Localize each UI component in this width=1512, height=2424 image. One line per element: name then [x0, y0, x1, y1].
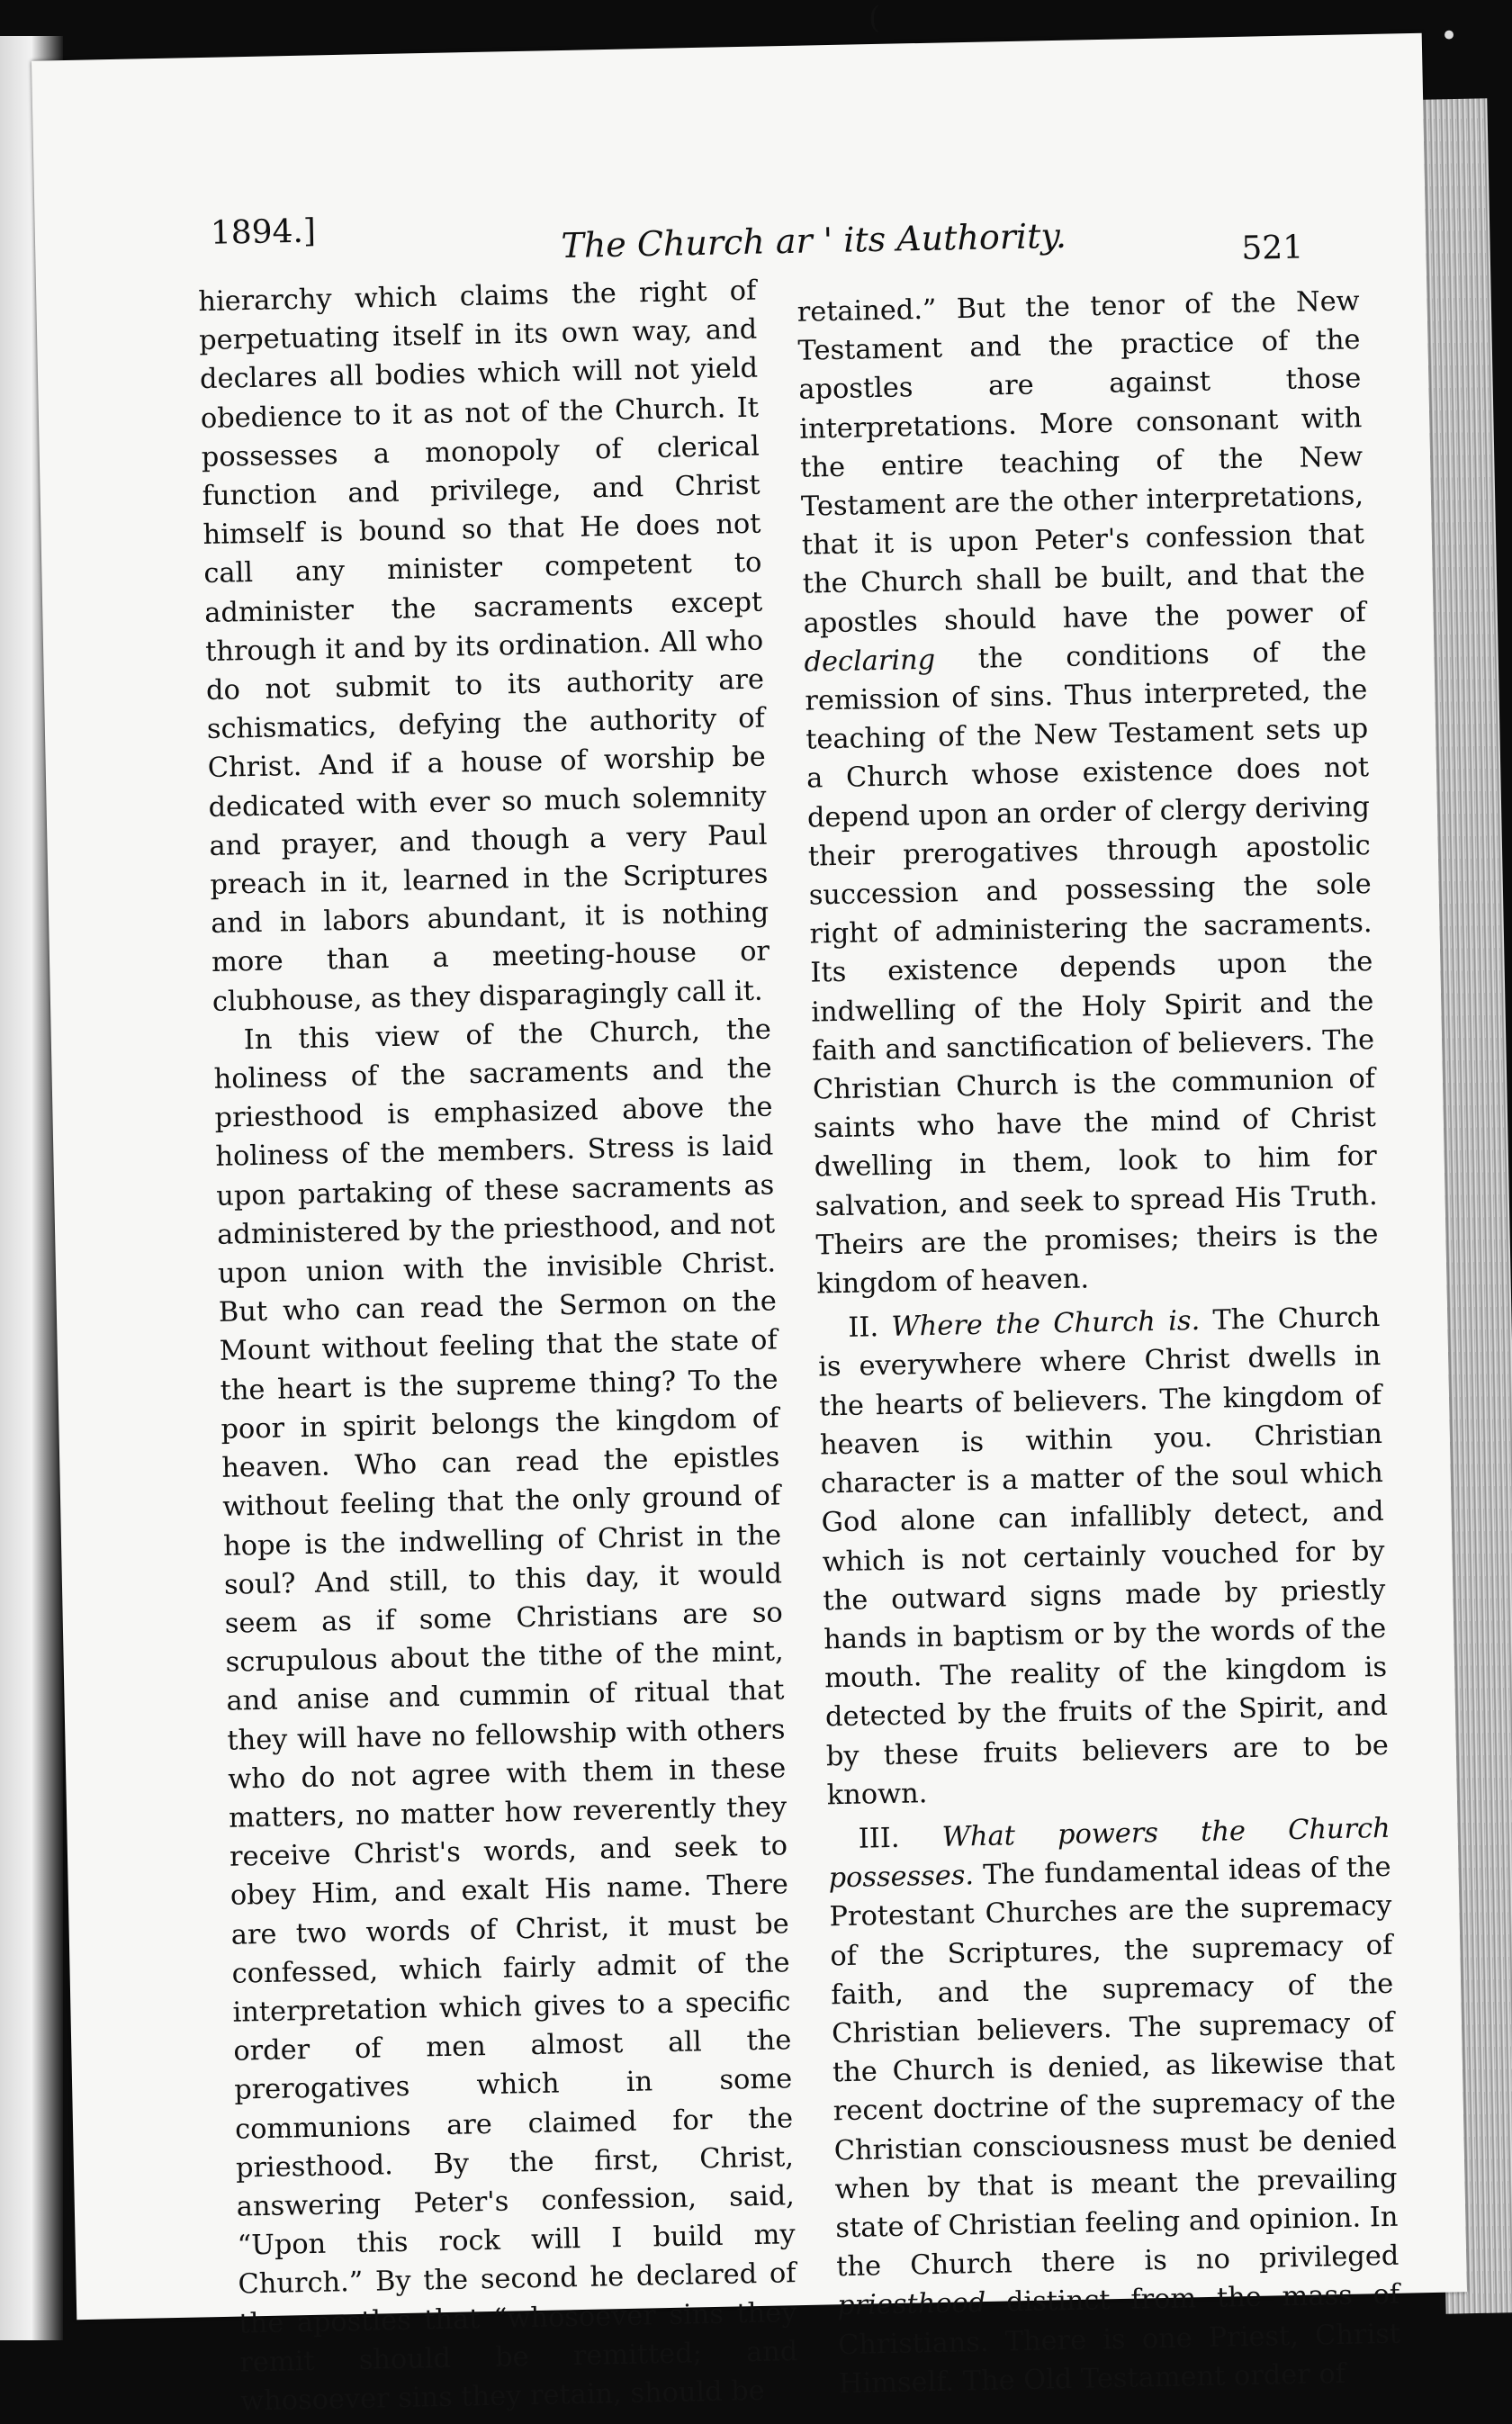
paragraph: In this view of the Church, the holiness of the sacraments and the priesthood is emphasized above the holiness of the members. Stress is laid upon partaking of these sacraments as administered by the priesthood, and not upon union with the invisible Christ. But who can read the Sermon on the Mount without feeling that the state of the heart is the supreme thing? To the poor in spirit belongs the kingdom of heaven. Who can read the epistles without feeling that the only ground of hope is the indwelling of Christ in the soul? And still, to this day, it would seem as if some Christians are so scrupulous about the tithe of the mint, and anise and cummin of ritual that they will have no fellowship with others who do not agree with them in these matters, no matter how reverently they receive Christ's words, and seek to obey Him, and exalt His name. There are two words of Christ, it must be confessed, which fairly admit of the interpretation which gives to a specific order of men almost all the prerogatives which in some communions are claimed for the priesthood. By the first, Christ, answering Peter's confession, said, “Upon this rock will I build my Church.” By the second he declared of the apostles that “whosoever sins they remit should be remitted; and whosoever sins they retain, should be	[213, 1014, 798, 2418]
section-paragraph	[827, 1809, 1401, 2403]
right-column	[796, 282, 1401, 2403]
paragraph: hierarchy which claims the right of perpetuating itself in its own way, and declares all bodies which will not yield obedience to it as not of the Church. It possesses a monopoly of clerical function and privilege, and Christ himself is bound so that He does not call any minister competent to administer the sacraments except through it and by its ordination. All who do not submit to its authority are schismatics, defying the authority of Christ. And if a house of worship be dedicated with ever so much solemnity and prayer, and though a very Paul preach in it, learned in the Scriptures and in labors abundant, it is nothing more than a meeting-house or clubhouse, as they disparagingly call it.	[198, 275, 770, 1018]
page-number: 521	[1241, 229, 1304, 267]
text-run: retained.” But the tenor of the New Testament and the practice of the apostles are against those interpretations. More consonant with the entire teaching of the New Testament are the other interpretations, that it is upon Peter's confession that the Church shall be built, and that the apostles should have the power of	[796, 285, 1366, 640]
text-run: The Church is everywhere where Christ dwells in the hearts of believers. The kingdom of heaven is within you. Christian character is a matter of the soul which God alone can infallibly detect, and which is not certainly vouched for by the outward signs made by priestly hands in baptism or by the words of the mouth. The reality of the kingdom is detected by the fruits of the Spirit, and by these fruits believers are to be known.	[817, 1302, 1390, 1812]
section-paragraph	[817, 1298, 1390, 1815]
running-head-year: 1894.]	[210, 212, 317, 252]
text-run: The fundamental ideas of the Protestant Churches are the supremacy of the Scriptures, the supremacy of faith, and the supremacy of the Christian believers. The supremacy of the Church is denied, as likewise that recent doctrine of the supremacy of the Christian consciousness must be denied when by that is meant the prevailing state of Christian feeling and opinion. In the Church there is no privileged	[829, 1851, 1400, 2284]
emphasis: declaring	[804, 644, 936, 679]
section-heading: What powers the Church possesses.	[828, 1812, 1391, 1895]
text-run: distinct from the mass of Christians. There is one Priest, Christ Himself. The Old Testament order of	[837, 2279, 1401, 2401]
scan-speck: •	[1440, 18, 1459, 54]
book-page	[32, 33, 1467, 2418]
paragraph	[796, 282, 1379, 1304]
section-number: III.	[858, 1822, 900, 1855]
emphasis: priesthood	[836, 2287, 986, 2322]
section-heading: Where the Church is.	[891, 1305, 1201, 1344]
section-number: II.	[848, 1311, 879, 1345]
left-column	[198, 272, 799, 2421]
scan-speck: (	[868, 0, 881, 36]
text-run: the conditions of the remission of sins. Thus interpreted, the teaching of the New Testament sets up a Church whose existence does not depend upon an order of clergy deriving their prerogatives through apostolic succession and possessing the sole right of administering the sacraments. Its existence depends upon the indwelling of the Holy Spirit and the faith and sanctification of believers. The Christian Church is the communion of saints who have the mind of Christ dwelling in them, look to him for salvation, and seek to spread His Truth. Theirs are the promises; theirs is the kingdom of heaven.	[805, 635, 1379, 1301]
running-head-title: The Church ar ' its Authority.	[561, 215, 1067, 266]
